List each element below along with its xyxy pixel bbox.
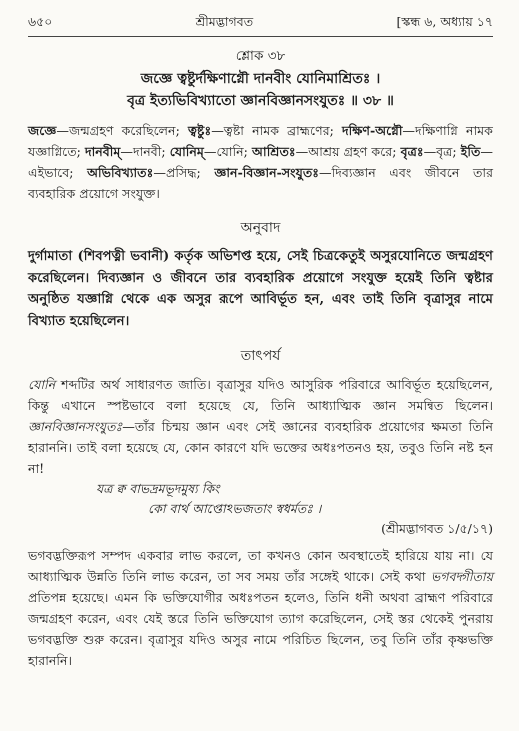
verse-line-1: জজ্ঞে ত্বষ্টুর্দক্ষিণাগ্নৌ দানবীং যোনিমাশ্রিতঃ । — [140, 71, 381, 87]
purport-paragraph-2 — [28, 545, 493, 671]
term: জ্ঞান-বিজ্ঞান-সংযুতঃ — [214, 165, 320, 180]
meaning: —প্রসিদ্ধ; — [153, 165, 215, 180]
word-for-word — [28, 120, 493, 204]
book-title: শ্রীমদ্ভাগবত — [195, 14, 254, 29]
translation-heading: অনুবাদ — [240, 220, 281, 236]
header-rule — [28, 36, 493, 37]
sloka-title: শ্লোক ৩৮ — [235, 48, 286, 64]
verse-line-2: বৃত্র ইত্যভিবিখ্যাতো জ্ঞানবিজ্ঞানসংযুতঃ ॥ ৩৮ ॥ — [127, 93, 394, 109]
term: ইতি — [460, 144, 481, 159]
italic-term: জ্ঞানবিজ্ঞানসংযুতঃ — [28, 419, 123, 434]
meaning: —এইভাবে; — [28, 144, 493, 180]
term: দক্ষিণ-অগ্নৌ — [342, 123, 403, 138]
meaning: —ত্বষ্টা নামক ব্রাহ্মণের; — [211, 123, 343, 138]
translation-text: দুর্গামাতা (শিবপত্নী ভবানী) কর্তৃক অভিশপ্ত হয়ে, সেই চিত্রকেতুই অসুরযোনিতে জন্মগ্রহণ করেছিলেন। দিব্যজ্ঞান ও জীবনে তার ব্যবহারিক প্রয়োগে সংযুক্ত হয়েই তিনি ত্বষ্টার অনুষ্ঠিত যজ্ঞাগ্নি থেকে এক অসুর রূপে আবির্ভূত হন, এবং তাই তিনি বৃত্রাসুর নামে বিখ্যাত হয়েছিলেন। — [28, 249, 493, 329]
quote-line-2: কো বার্থ আপ্তোঽভজতাং স্বধর্মতঃ । — [148, 501, 322, 516]
purport-text: —তাঁর চিন্ময় জ্ঞান এবং সেই জ্ঞানের ব্যবহারিক প্রয়োগের ক্ষমতা তিনি হারাননি। তাই বলা হয়েছে যে, কোন কারণে যদি ভক্তের অধঃপতনও হয়, তবুও তিনি নষ্ট হন না! — [28, 419, 493, 476]
purport-heading: তাৎপর্য — [240, 348, 281, 364]
purport-paragraph-1 — [28, 374, 493, 479]
purport-text: ভগবদ্ভক্তিরূপ সম্পদ একবার লাভ করলে, তা কখনও কোন অবস্থাতেই হারিয়ে যায় না। যে আধ্যাত্মিক উন্নতি তিনি লাভ করেন, তা সব সময় তাঁর সঙ্গেই থাকে। সেই কথা — [28, 548, 493, 584]
sloka-verse — [28, 68, 493, 112]
meaning: —দক্ষিণাগ্নি নামক যজ্ঞাগ্নিতে; — [28, 123, 493, 159]
term: জজ্ঞে — [28, 123, 57, 138]
term: ত্বষ্টুঃ — [187, 123, 212, 138]
meaning: —বৃত্র; — [423, 144, 461, 159]
quote-reference: (শ্রীমদ্ভাগবত ১/৫/১৭) — [381, 521, 493, 536]
purport-text: প্রতিপন্ন হয়েছে। এমন কি ভক্তিযোগীর অধঃপতন হলেও, তিনি ধনী অথবা ব্রাহ্মণ পরিবারে জন্মগ্রহণ করেন, এবং যেই স্তরে তিনি ভক্তিযোগ ত্যাগ করেছিলেন, সেই স্তর থেকেই পুনরায় ভগবদ্ভক্তি শুরু করেন। বৃত্রাসুর যদিও অসুর নামে পরিচিত ছিলেন, তবু তিনি তাঁর কৃষ্ণভক্তি হারাননি। — [28, 590, 493, 668]
page-number: ৬৫০ — [28, 14, 53, 29]
meaning: —দিব্যজ্ঞান এবং জীবনে তার ব্যবহারিক প্রয়োগে সংযুক্ত। — [28, 165, 494, 201]
canto-chapter: [স্কন্ধ ৬, অধ্যায় ১৭ — [396, 14, 493, 29]
meaning: —আশ্রয় গ্রহণ করে; — [295, 144, 401, 159]
term: আশ্রিতঃ — [252, 144, 296, 159]
term: অভিবিখ্যাতঃ — [87, 165, 154, 180]
running-header — [28, 14, 493, 36]
meaning: —জন্মগ্রহণ করেছিলেন; — [56, 123, 188, 138]
term: দানবীম্ — [85, 144, 121, 159]
term: বৃত্রঃ — [400, 144, 424, 159]
purport-text: শব্দটির অর্থ সাধারণত জাতি। বৃত্রাসুর যদিও আসুরিক পরিবারে আবির্ভূত হয়েছিলেন, কিন্তু এখানে স্পষ্টভাবে বলা হয়েছে যে, তিনি আধ্যাত্মিক জ্ঞান সমন্বিত ছিলেন। — [28, 377, 493, 413]
italic-term: যোনি — [28, 377, 56, 392]
term: যোনিম্ — [169, 144, 204, 159]
meaning: —যোনি; — [203, 144, 253, 159]
italic-term: ভগবদ্গীতায় — [430, 569, 493, 584]
quote-line-1: যত্র ক্ব বাভদ্রমভূদমুষ্য কিং — [96, 481, 220, 496]
meaning: —দানবী; — [120, 144, 170, 159]
